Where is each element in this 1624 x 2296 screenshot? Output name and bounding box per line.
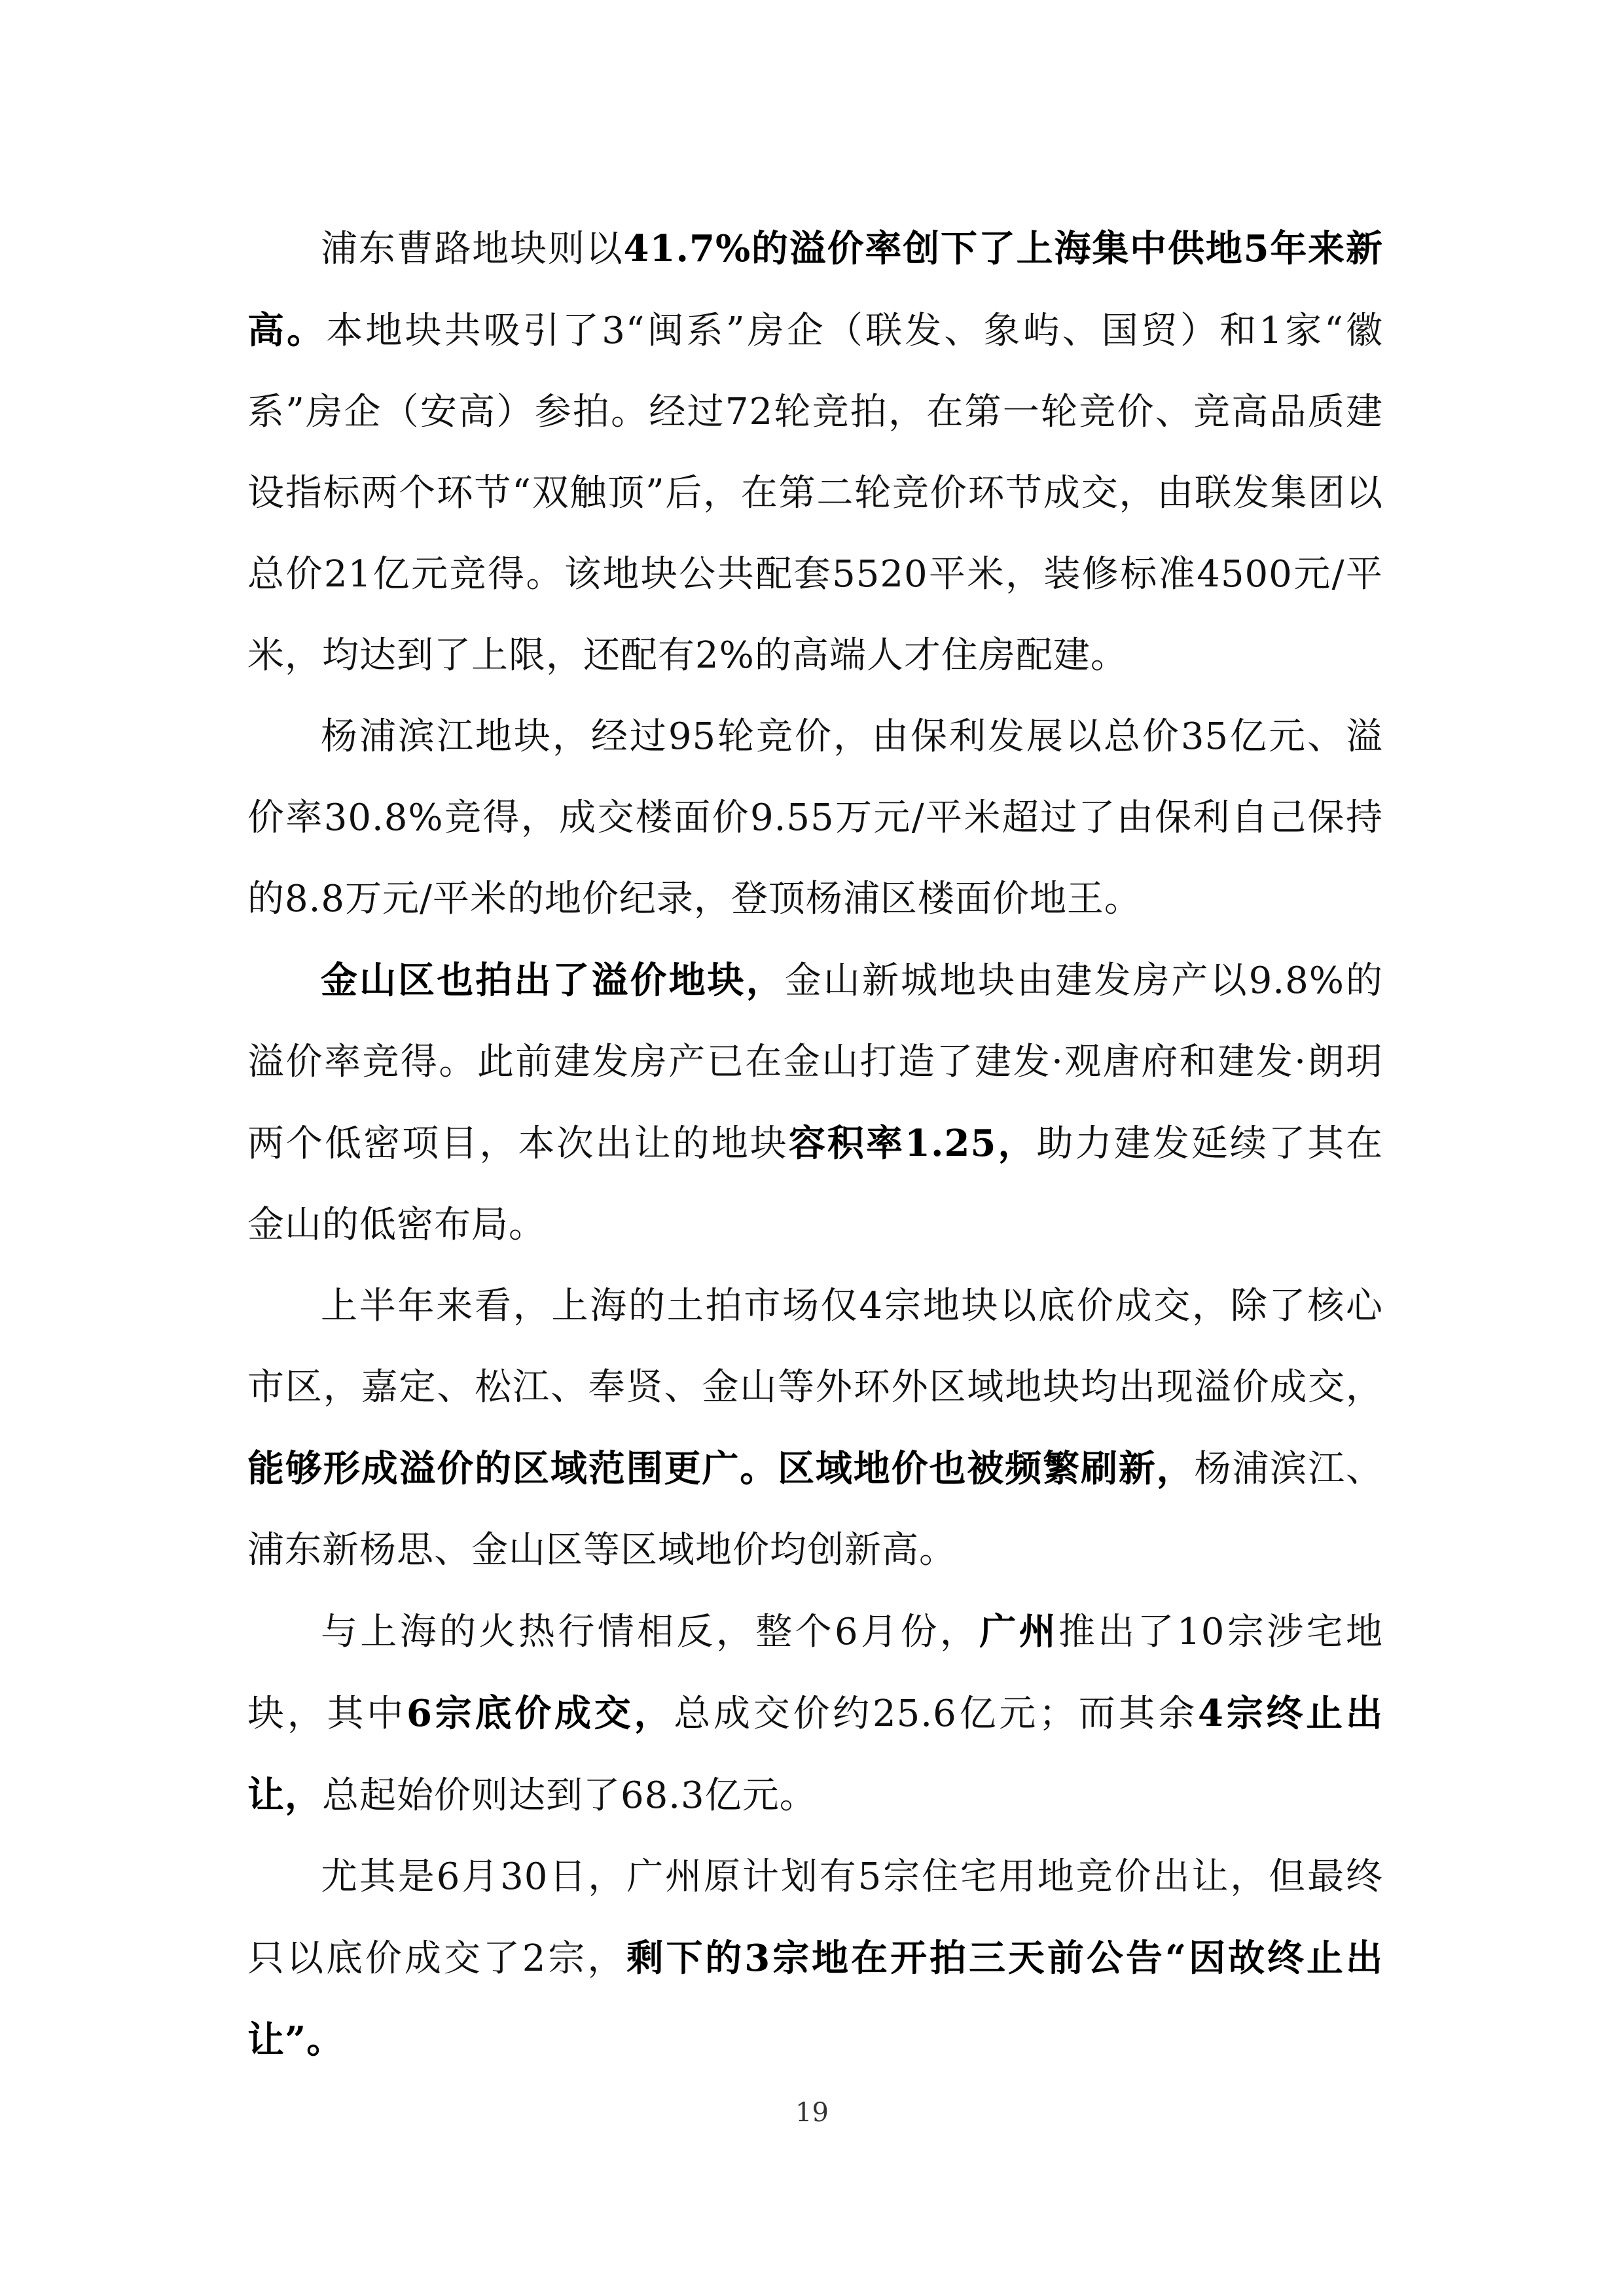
- bold-text: 4宗终止出让，: [247, 1692, 1384, 1817]
- bold-text: 容积率1.25，: [788, 1122, 1037, 1165]
- text-run: 总起始价则达到了68.3亿元。: [322, 1774, 817, 1817]
- text-run: 杨浦滨江地块，经过95轮竞价，由保利发展以总价35亿元、溢价率30.8%竞得，成交楼面价9.55万元/平米超过了由保利自己保持的8.8万元/平米的地价纪录，登顶杨浦区楼面价地王。: [247, 715, 1383, 920]
- paragraph: [247, 696, 1383, 940]
- body-text: [247, 208, 1383, 2081]
- page-number: 19: [795, 2098, 829, 2128]
- bold-text: 6宗底价成交，: [406, 1692, 674, 1735]
- bold-text: 广州: [979, 1610, 1059, 1653]
- text-run: 浦东曹路地块则以: [321, 228, 624, 270]
- text-run: 尤其是6月30日，广州原计划有5宗住宅用地竞价出让，但最终只以底价成交了2宗，: [247, 1856, 1383, 1980]
- text-run: 本地块共吸引了3“闽系”房企（联发、象屿、国贸）和1家“徽系”房企（安高）参拍。经过72轮竞拍，在第一轮竞价、竞高品质建设指标两个环节“双触顶”后，在第二轮竞价环节成交，由联发集团以总价21亿元竞得。该地块公共配套5520平米，装修标准4500元/平米，均达到了上限，还配有2%的高端人才住房配建。: [247, 310, 1383, 677]
- text-run: 杨浦滨江、浦东新杨思、金山区等区域地价均创新高。: [247, 1448, 1384, 1571]
- text-run: 推出了10宗涉宅地块，其中: [247, 1611, 1383, 1735]
- paragraph: [247, 208, 1383, 696]
- paragraph: [247, 940, 1383, 1266]
- bold-text: 能够形成溢价的区域范围更广。区域地价也被频繁刷新，: [247, 1447, 1195, 1490]
- paragraph: [247, 1837, 1383, 2081]
- paragraph: [247, 1591, 1383, 1837]
- bold-text: 金山区也拍出了溢价地块，: [321, 959, 785, 1002]
- bold-text: 41.7%的溢价率创下了上海集中供地5年来新高。: [247, 227, 1384, 352]
- text-run: 上半年来看，上海的土拍市场仅4宗地块以底价成交，除了核心市区，嘉定、松江、奉贤、金山等外环外区域地块均出现溢价成交，: [247, 1285, 1383, 1408]
- paragraph: [247, 1266, 1383, 1591]
- text-run: 金山新城地块由建发房产以9.8%的溢价率竞得。此前建发房产已在金山打造了建发·观唐府和建发·朗玥两个低密项目，本次出让的地块: [247, 960, 1383, 1165]
- text-run: 总成交价约25.6亿元；而其余: [674, 1693, 1199, 1735]
- text-run: 助力建发延续了其在金山的低密布局。: [247, 1122, 1384, 1246]
- text-run: 与上海的火热行情相反，整个6月份，: [321, 1611, 980, 1653]
- bold-text: 剩下的3宗地在开拍三天前公告“因故终止出让”。: [247, 1937, 1383, 2062]
